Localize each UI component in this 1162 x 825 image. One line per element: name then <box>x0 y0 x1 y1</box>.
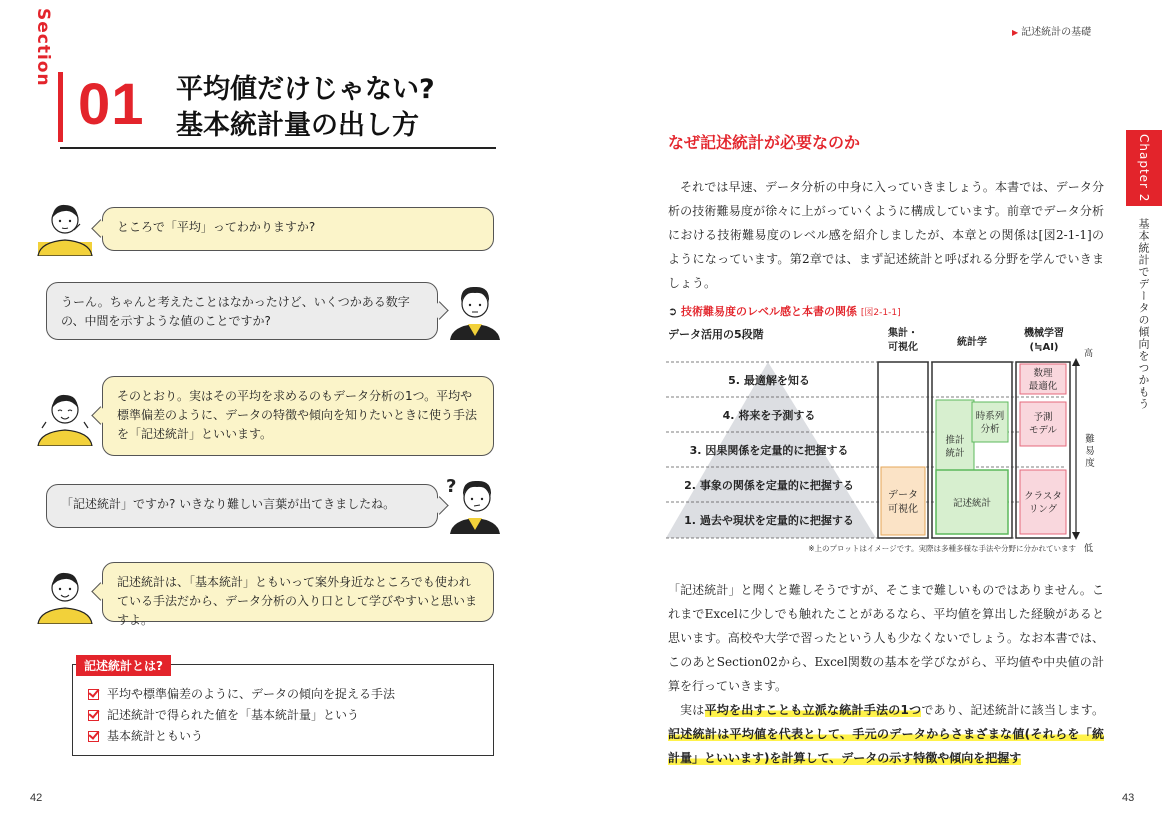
title-underline <box>60 147 496 149</box>
woman-avatar-icon <box>36 564 94 624</box>
figure-note: ※上のプロットはイメージです。実際は多種多様な手法や分野に分かれています <box>808 544 1076 553</box>
para3-mid: であり、記述統計に該当します。 <box>921 703 1104 717</box>
section-number: 01 <box>78 72 145 137</box>
stage-2: 2. 事象の関係を定量的に把握する <box>684 479 854 492</box>
checkbox-icon <box>88 689 99 700</box>
box-clustering-line2: リング <box>1028 504 1058 515</box>
axis-high-label: 高 <box>1084 349 1094 359</box>
stage-1: 1. 過去や現状を定量的に把握する <box>684 514 854 527</box>
box-data-viz-line1: データ <box>888 490 918 501</box>
page-number-left: 42 <box>30 792 43 804</box>
body-paragraph-2: 「記述統計」と聞くと難しそうですが、そこまで難しいものではありません。これまでExcelに少しでも触れたことがあるなら、平均値を算出した経験があると思います。高校や大学で習ったという人も少なくないでしょう。なお本書では、このあとSection02から、Excel関数の基本を学びながら、平均値や中央値の計算を行っていきます。 <box>668 583 1104 693</box>
figure-caption <box>668 303 901 319</box>
woman-avatar-icon <box>36 386 94 446</box>
box-time-series-line2: 分析 <box>980 424 1000 435</box>
summary-item-text: 平均や標準偏差のように、データの傾向を捉える手法 <box>107 687 396 701</box>
highlight-2: 記述統計は平均値を代表として、手元のデータからさまざまな値(それらを「統計量」といいます)を計算して、データの示す特徴や傾向を把握す <box>668 727 1104 765</box>
box-optimization-line2: 最適化 <box>1028 381 1058 392</box>
dialog-bubble-1 <box>102 207 494 251</box>
dialog-bubble-2 <box>46 282 438 340</box>
box-clustering <box>1020 470 1066 534</box>
col-header-ml-line2: (≒AI) <box>1029 342 1059 353</box>
dialog-text-2: うーん。ちゃんと考えたことはなかったけど、いくつかある数字の、中間を示すような値のことですか? <box>61 295 410 328</box>
axis-label-char-1: 難 <box>1085 434 1095 445</box>
section-heading: なぜ記述統計が必要なのか <box>668 133 861 152</box>
summary-item <box>88 684 395 705</box>
man-question-avatar-icon <box>446 474 504 534</box>
stage-3: 3. 因果関係を定量的に把握する <box>689 444 849 457</box>
summary-item-text: 基本統計ともいう <box>107 729 204 743</box>
difficulty-figure <box>666 322 1106 558</box>
dialog-text-1: ところで「平均」ってわかりますか? <box>117 220 316 234</box>
section-label: Section <box>33 8 53 87</box>
box-time-series-line1: 時系列 <box>975 411 1005 422</box>
page-number-right: 43 <box>1122 792 1135 804</box>
box-optimization-line1: 数理 <box>1033 368 1053 379</box>
box-inferential-line1: 推計 <box>945 435 965 446</box>
axis-label-char-3: 度 <box>1085 458 1095 469</box>
section-title <box>176 72 435 144</box>
axis-low-label: 低 <box>1084 544 1094 554</box>
box-clustering-line1: クラスタ <box>1024 491 1062 502</box>
chapter-subtitle: 基本統計でデータの傾向をつかもう <box>1137 218 1150 410</box>
man-avatar-icon <box>446 280 504 340</box>
section-title-line2: 基本統計量の出し方 <box>176 110 419 141</box>
body-paragraph-3 <box>668 698 1104 770</box>
left-page <box>0 0 580 825</box>
dialog-bubble-5 <box>102 562 494 627</box>
summary-item <box>88 726 395 747</box>
dialog-bubble-4 <box>46 484 438 528</box>
summary-item-text: 記述統計で得られた値を「基本統計量」という <box>107 708 360 722</box>
col-header-stages: データ活用の5段階 <box>668 328 764 341</box>
section-title-line1: 平均値だけじゃない? <box>176 74 435 105</box>
chapter-tab: Chapter 2 <box>1126 130 1162 206</box>
section-accent-bar <box>58 72 63 142</box>
dialog-text-3: そのとおり。実はその平均を求めるのもデータ分析の1つ。平均や標準偏差のように、データの特徴や傾向を知りたいときに使う手法を「記述統計」といいます。 <box>117 389 478 441</box>
axis-arrow-down-icon <box>1072 532 1080 540</box>
dialog-text-4: 「記述統計」ですか? いきなり難しい言葉が出てきましたね。 <box>61 497 396 511</box>
box-predictive-line2: モデル <box>1028 425 1058 436</box>
dialog-bubble-3 <box>102 376 494 456</box>
stage-5: 5. 最適解を知る <box>728 374 810 387</box>
summary-tag: 記述統計とは? <box>76 655 171 676</box>
box-predictive-model <box>1020 402 1066 446</box>
col-header-viz-line1: 集計・ <box>888 328 918 339</box>
col-header-ml-line1: 機械学習 <box>1024 328 1064 339</box>
axis-label-char-2: 易 <box>1085 446 1095 457</box>
running-head: ▶ 記述統計の基礎 <box>1012 23 1091 38</box>
figure-caption-text: 技術難易度のレベル感と本書の関係 <box>681 305 858 318</box>
axis-arrow-up-icon <box>1072 358 1080 366</box>
col-header-viz-line2: 可視化 <box>888 342 918 353</box>
dialog-text-5: 記述統計は、「基本統計」ともいって案外身近なところでも使われている手法だから、データ分析の入り口として学びやすいと思いますよ。 <box>117 575 478 627</box>
box-predictive-line1: 予測 <box>1033 412 1053 423</box>
checkbox-icon <box>88 731 99 742</box>
checkbox-icon <box>88 710 99 721</box>
box-inferential-line2: 統計 <box>945 448 965 459</box>
box-data-viz <box>881 467 925 535</box>
box-time-series <box>972 402 1008 442</box>
stage-4: 4. 将来を予測する <box>722 409 816 422</box>
highlight-1: 平均を出すことも立派な統計手法の1つ <box>704 703 922 717</box>
figure-ref: [図2-1-1] <box>860 308 901 318</box>
summary-list <box>88 684 395 747</box>
body-paragraph-1: それでは早速、データ分析の中身に入っていきましょう。本書では、データ分析の技術難易度が徐々に上がっていくように構成しています。前章でデータ分析における技術難易度のレベル感を紹介しましたが、本章との関係は[図2-1-1]のようになっています。第2章では、まず記述統計と呼ばれる分野を学んでいきましょう。 <box>668 180 1104 290</box>
svg-text:?: ? <box>446 476 457 497</box>
box-data-viz-line2: 可視化 <box>888 504 918 515</box>
right-page <box>582 0 1162 825</box>
para3-pre: 実は <box>680 703 705 717</box>
summary-item <box>88 705 395 726</box>
col-header-stats: 統計学 <box>957 337 987 348</box>
woman-avatar-icon <box>36 196 94 256</box>
box-descriptive-text: 記述統計 <box>952 498 992 509</box>
